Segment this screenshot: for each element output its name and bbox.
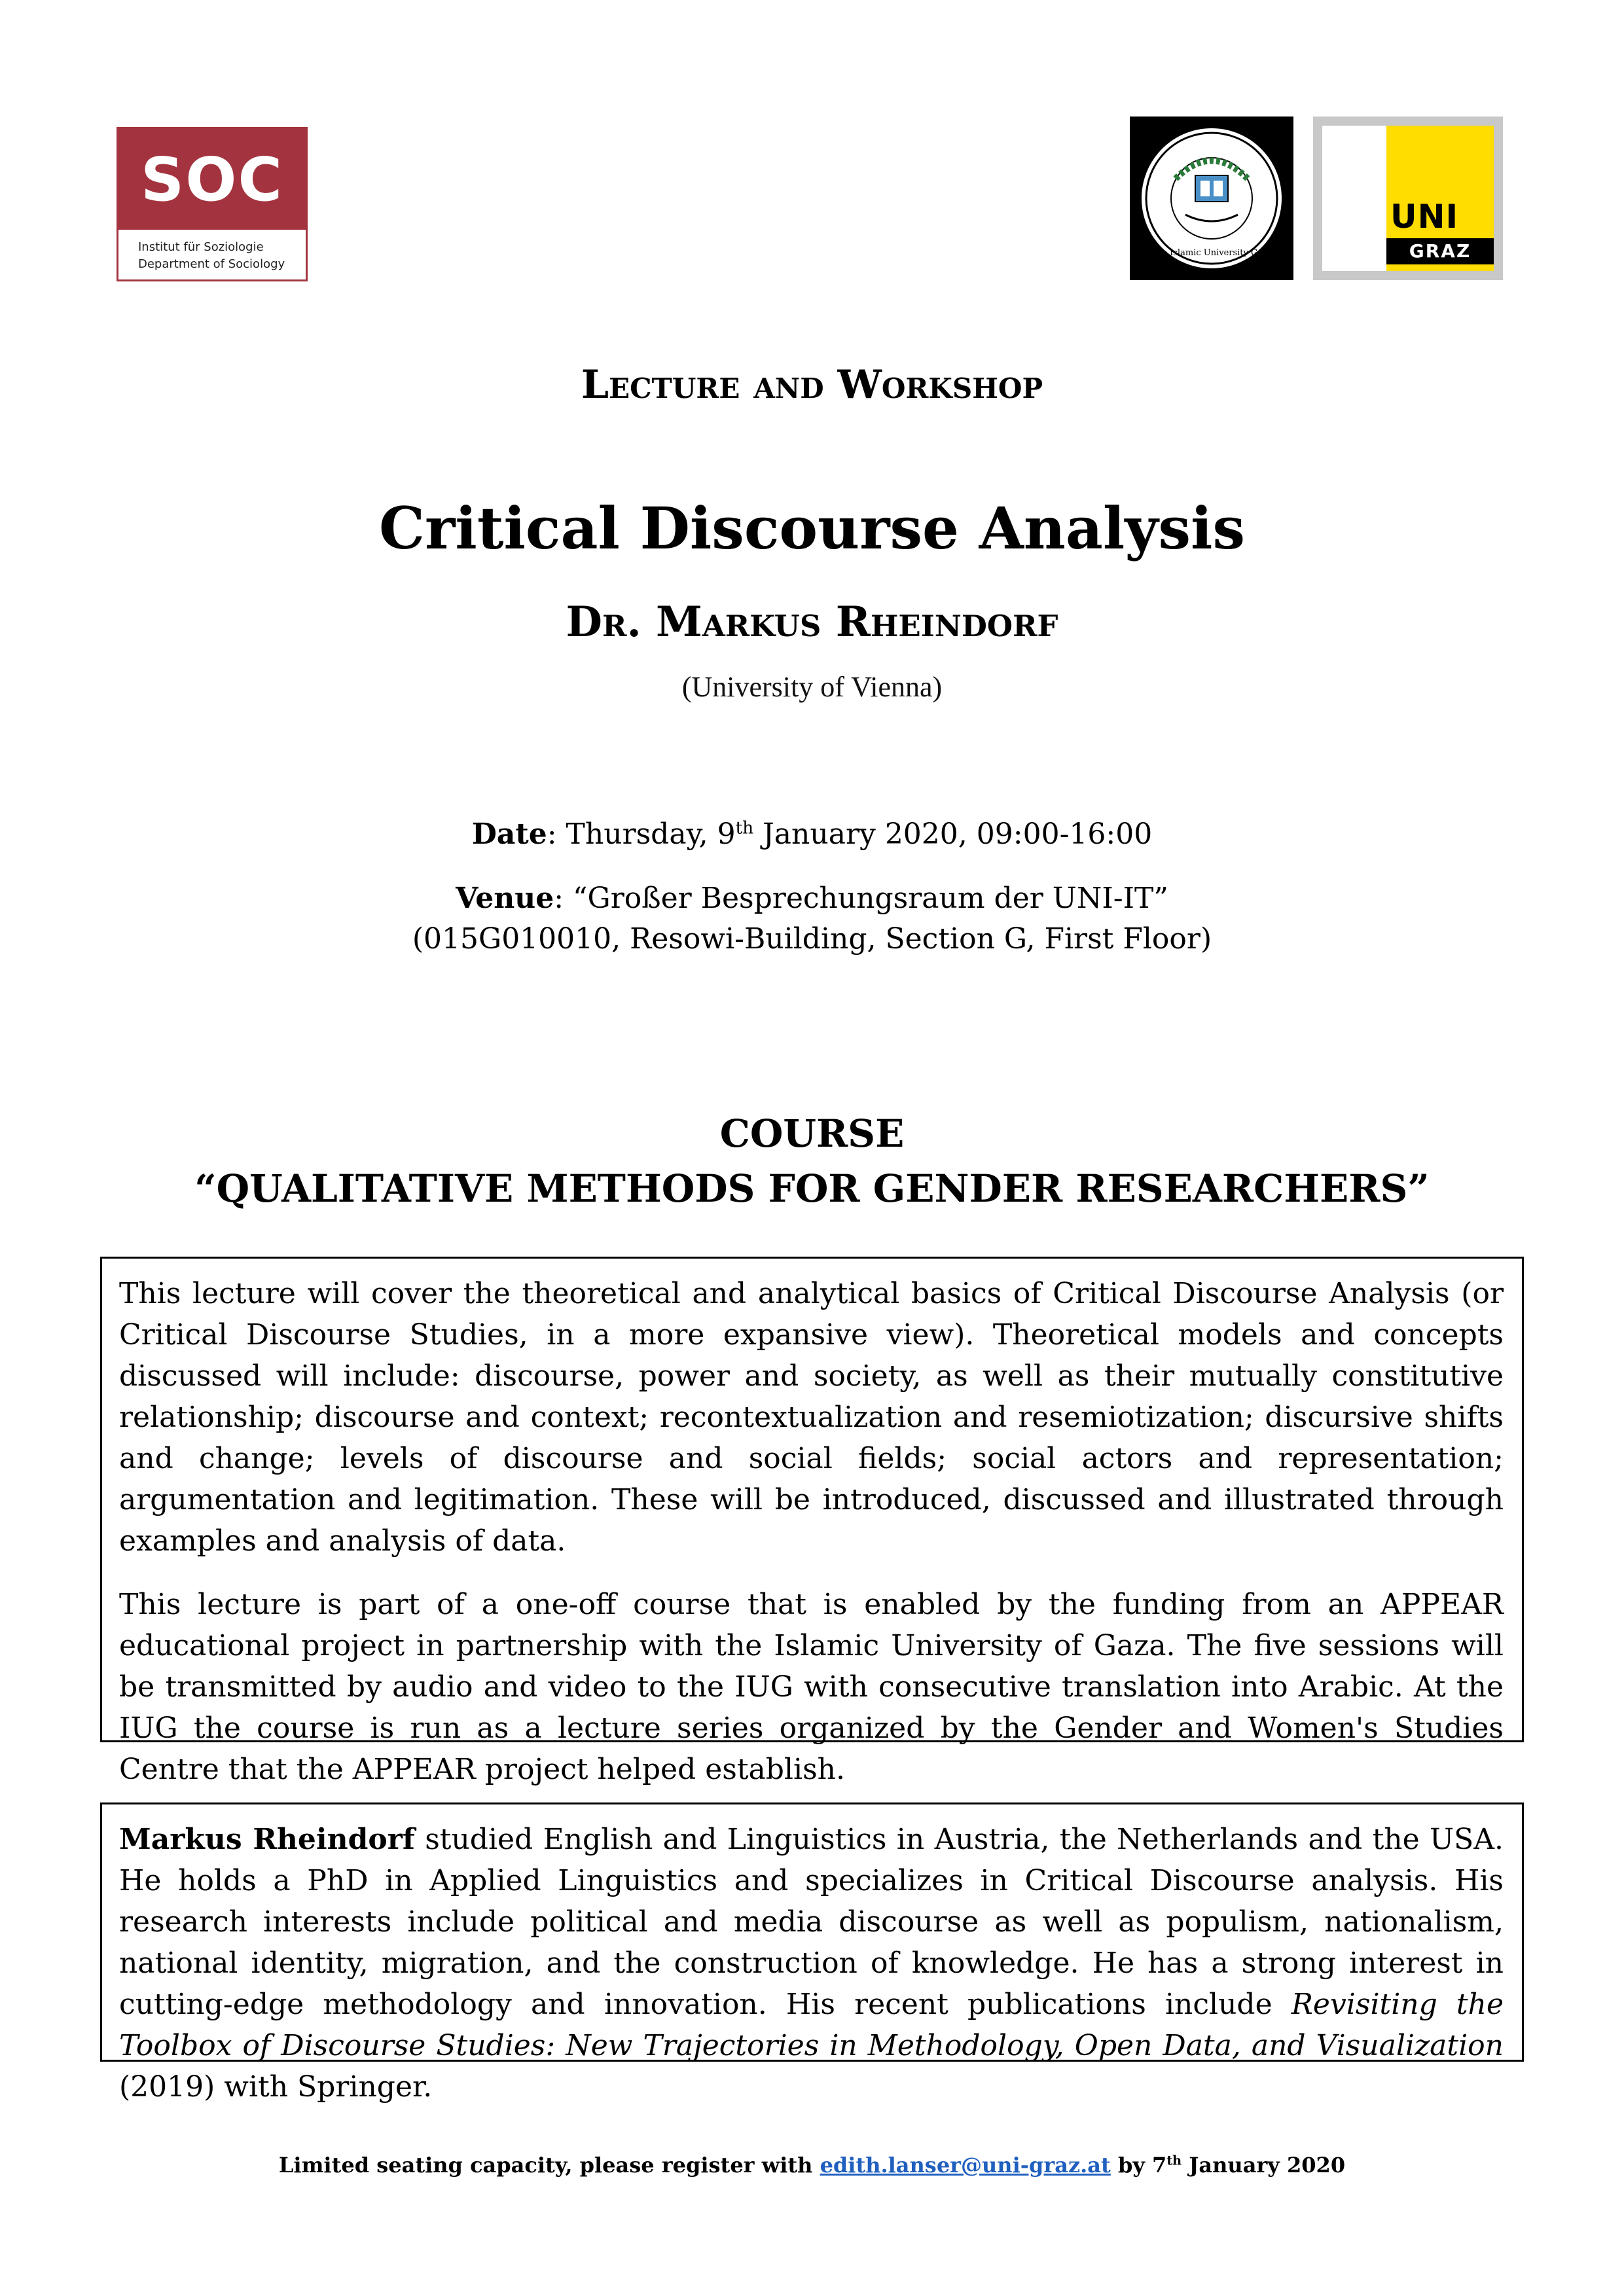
- description-paragraph-2: This lecture is part of a one-off course that is enabled by the funding from an APPEAR educational project in partnership with the Islamic University of Gaza. The five sessions will be transmitted by audio and video to the IUG with consecutive translation into Arabic. At the IUG the course is run as a lecture series organized by the Gender and Women's Studies Centre that the APPEAR project helped establish.: [119, 1588, 1504, 1786]
- venue-label: Venue: [456, 882, 554, 915]
- soc-logo-text: SOC: [118, 129, 306, 230]
- bio-name: Markus Rheindorf: [119, 1823, 415, 1856]
- uni-graz-graz-text: GRAZ: [1386, 238, 1494, 264]
- venue-block: [0, 878, 1624, 960]
- course-title: COURSE “QUALITATIVE METHODS FOR GENDER RESEARCHERS”: [194, 1111, 1430, 1211]
- date-label: Date: [471, 817, 547, 851]
- date-line: Date: Thursday, 9th January 2020, 09:00-16:00: [471, 817, 1153, 851]
- registration-note: Limited seating capacity, please register with edith.lanser@uni-graz.at by 7th January 2020: [278, 2153, 1346, 2178]
- speaker-affiliation: (University of Vienna): [681, 671, 943, 703]
- description-paragraph-1: This lecture will cover the theoretical and analytical basics of Critical Discourse Analysis (or Critical Discourse Studies, in a more expansive view). Theoretical models and concepts discussed will include: discourse, power and society, as well as their mutually constitutive relationship; discourse and context; recontextualization and resemiotization; discursive shifts and change; levels of discourse and social fields; social actors and representation; argumentation and legitimation. These will be introduced, discussed and illustrated through examples and analysis of data.: [119, 1277, 1504, 1558]
- book-title: Revisiting the Toolbox of Discourse Studies: New Trajectories in Methodology, Open Data, and Visualization: [119, 1988, 1504, 2062]
- venue-detail: (015G010010, Resowi-Building, Section G, First Floor): [412, 922, 1212, 956]
- uni-graz-uni-text: UNI: [1390, 198, 1459, 236]
- soc-logo: [117, 127, 308, 281]
- svg-text:The Islamic University Gaza: The Islamic University Gaza: [1151, 248, 1272, 258]
- speaker-bio: Markus Rheindorf studied English and Linguistics in Austria, the Netherlands and the USA. He holds a PhD in Applied Linguistics and specializes in Critical Discourse analysis. His research interests include political and media discourse as well as populism, nationalism, national identity, migration, and the construction of knowledge. He has a strong interest in cutting-edge methodology and innovation. His recent publications include Revisiting the Toolbox of Discourse Studies: New Trajectories in Methodology, Open Data, and Visualization (2019) with Springer.: [119, 1823, 1504, 2104]
- event-title: Critical Discourse Analysis: [378, 494, 1245, 562]
- speaker-name: Dr. Markus Rheindorf: [566, 598, 1058, 647]
- speaker-bio-box: [100, 1803, 1524, 2104]
- event-type: Lecture and Workshop: [581, 362, 1043, 408]
- soc-logo-subtitle: Institut für Soziologie Department of Sociology: [138, 240, 285, 271]
- venue-line: Venue: “Großer Besprechungsraum der UNI-IT”: [456, 882, 1168, 915]
- description-box: [100, 1257, 1524, 1786]
- iug-seal-logo: [1130, 117, 1293, 280]
- uni-graz-logo: [1313, 117, 1503, 280]
- register-email-link[interactable]: edith.lanser@uni-graz.at: [820, 2153, 1111, 2178]
